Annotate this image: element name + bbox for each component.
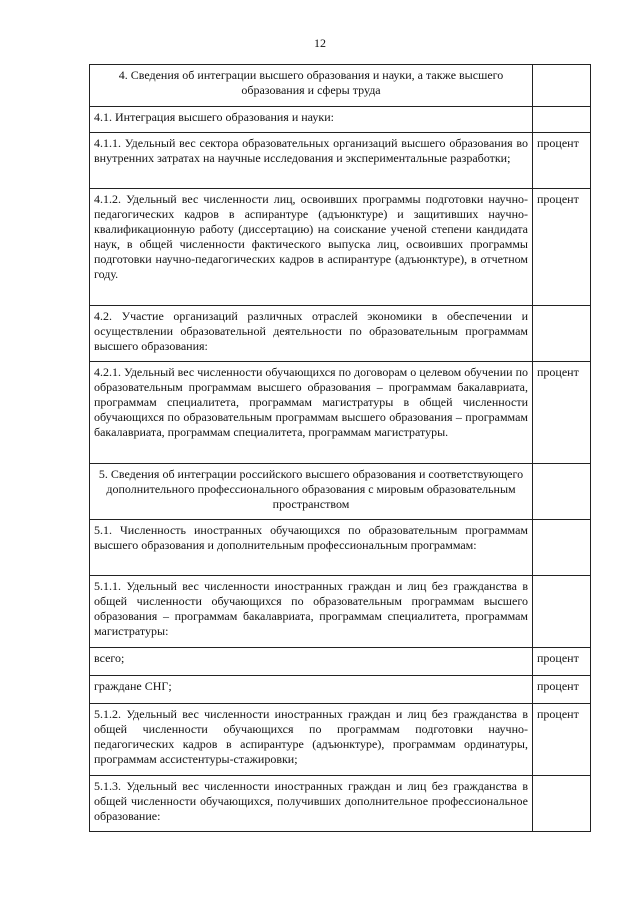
indicator-text: 5.1. Численность иностранных обучающихся по образовательным программам высшего образования и дополнительным профессиональным программам: — [90, 520, 533, 576]
indicator-text: 4.2.1. Удельный вес численности обучающихся по договорам о целевом обучении по образовательным программам высшего образования – программам бакалавриата, программам специалитета, программам магистратуры в общей численности обучающихся по образовательным программам высшего образования – программам бакалавриата, программам специалитета, программам магистратуры. — [90, 362, 533, 464]
table-row — [90, 576, 591, 648]
table-row — [90, 107, 591, 133]
table-row — [90, 362, 591, 464]
unit-cell: процент — [533, 648, 591, 676]
unit-cell — [533, 65, 591, 107]
table-row — [90, 306, 591, 362]
indicator-text: 5.1.2. Удельный вес численности иностранных граждан и лиц без гражданства в общей численности обучающихся по программам подготовки научно-педагогических кадров в аспирантуре (адъюнктуре), программам ординатуры, программам ассистентуры-стажировки; — [90, 704, 533, 776]
indicator-text: всего; — [90, 648, 533, 676]
section-heading: 5. Сведения об интеграции российского высшего образования и соответствующего дополнительного профессионального образования с мировым образовательным пространством — [90, 464, 533, 520]
indicator-text: 5.1.3. Удельный вес численности иностранных граждан и лиц без гражданства в общей численности обучающихся, получивших дополнительное профессиональное образование: — [90, 776, 533, 832]
unit-cell — [533, 520, 591, 576]
unit-cell — [533, 464, 591, 520]
table-row — [90, 648, 591, 676]
unit-cell — [533, 776, 591, 832]
indicator-text: 4.1. Интеграция высшего образования и науки: — [90, 107, 533, 133]
table-row — [90, 704, 591, 776]
table-row — [90, 520, 591, 576]
indicator-text: граждане СНГ; — [90, 676, 533, 704]
indicator-text: 5.1.1. Удельный вес численности иностранных граждан и лиц без гражданства в общей численности обучающихся по образовательным программам высшего образования – программам бакалавриата, программам специалитета, программам магистратуры: — [90, 576, 533, 648]
table-row — [90, 464, 591, 520]
table-row — [90, 676, 591, 704]
unit-cell: процент — [533, 704, 591, 776]
indicator-text: 4.2. Участие организаций различных отраслей экономики в обеспечении и осуществлении образовательной деятельности по образовательным программам высшего образования: — [90, 306, 533, 362]
table-row — [90, 776, 591, 832]
unit-cell: процент — [533, 189, 591, 306]
indicator-text: 4.1.2. Удельный вес численности лиц, освоивших программы подготовки научно-педагогических кадров в аспирантуре (адъюнктуре) и защитивших научно-квалификационную работу (диссертацию) на соискание ученой степени кандидата наук, в общей численности фактического выпуска лиц, освоивших программы подготовки научно-педагогических кадров в аспирантуре (адъюнктуре), в отчетном году. — [90, 189, 533, 306]
unit-cell: процент — [533, 676, 591, 704]
unit-cell: процент — [533, 362, 591, 464]
indicators-table — [89, 64, 591, 832]
table-row — [90, 133, 591, 189]
table-row — [90, 65, 591, 107]
unit-cell: процент — [533, 133, 591, 189]
page-number: 12 — [314, 36, 326, 50]
indicator-text: 4.1.1. Удельный вес сектора образовательных организаций высшего образования во внутренних затратах на научные исследования и экспериментальные разработки; — [90, 133, 533, 189]
unit-cell — [533, 576, 591, 648]
table-row — [90, 189, 591, 306]
unit-cell — [533, 306, 591, 362]
section-heading: 4. Сведения об интеграции высшего образования и науки, а также высшего образования и сферы труда — [90, 65, 533, 107]
unit-cell — [533, 107, 591, 133]
